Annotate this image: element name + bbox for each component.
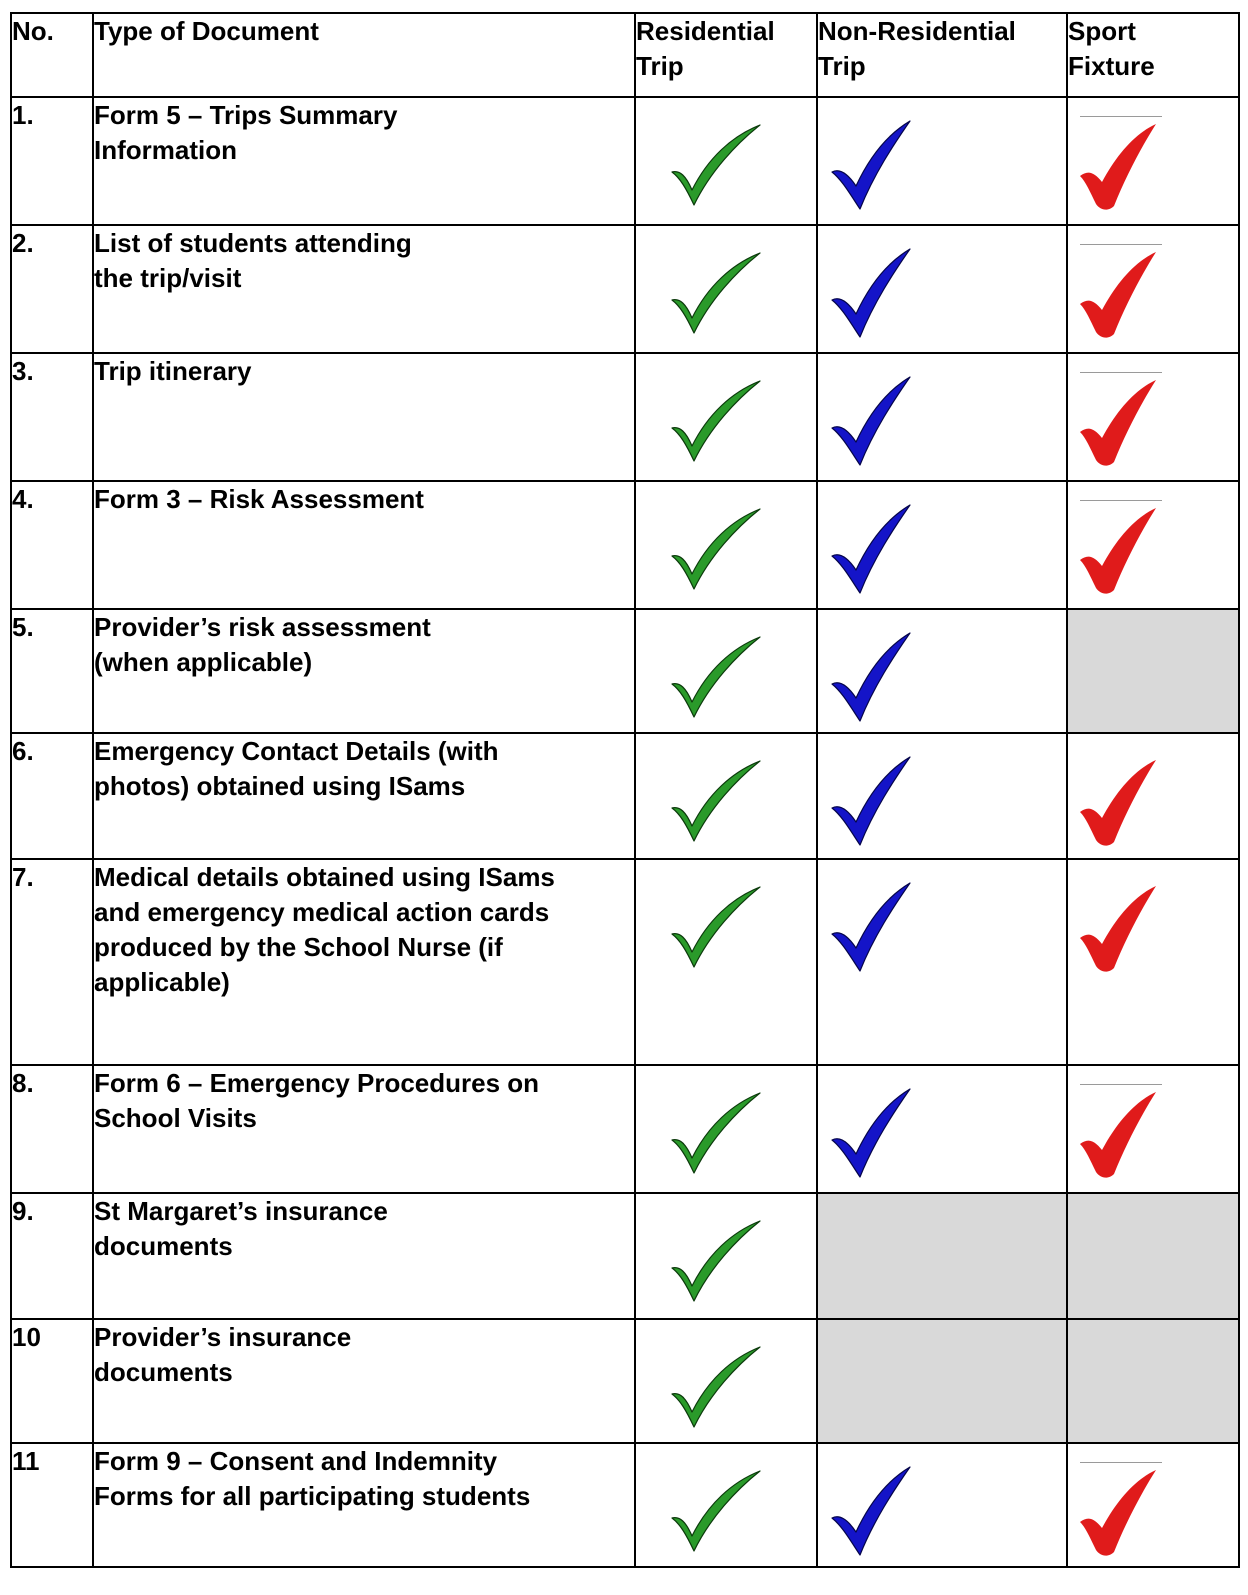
table-row (11, 353, 1239, 481)
document-type-line: documents (94, 1231, 233, 1261)
divider (1080, 500, 1162, 501)
sport-fixture-cell (1067, 353, 1239, 481)
document-type-line: St Margaret’s insurance (94, 1196, 388, 1226)
red-check-icon (1078, 1088, 1160, 1178)
green-check-icon (670, 1470, 762, 1552)
table-row (11, 225, 1239, 353)
red-check-icon (1078, 120, 1160, 210)
green-check-icon (670, 252, 762, 334)
document-type-line: Trip itinerary (94, 356, 252, 386)
non-residential-trip-cell (817, 1443, 1067, 1567)
row-number: 1. (11, 97, 93, 225)
sport-fixture-cell (1067, 859, 1239, 1065)
document-type (93, 225, 635, 353)
non-residential-trip-cell (817, 1193, 1067, 1319)
sport-fixture-cell (1067, 1193, 1239, 1319)
table-row (11, 1193, 1239, 1319)
blue-check-icon (830, 632, 912, 722)
divider (1080, 1462, 1162, 1463)
row-number: 6. (11, 733, 93, 859)
row-number: 10 (11, 1319, 93, 1443)
blue-check-icon (830, 248, 912, 338)
non-residential-trip-cell (817, 1065, 1067, 1193)
residential-trip-cell (635, 1065, 817, 1193)
document-type-line: Provider’s risk assessment (94, 612, 431, 642)
document-type-line: Emergency Contact Details (with (94, 736, 499, 766)
non-residential-trip-cell (817, 1319, 1067, 1443)
document-type-line: School Visits (94, 1103, 257, 1133)
document-type-line: and emergency medical action cards (94, 897, 550, 927)
sport-fixture-cell (1067, 1443, 1239, 1567)
document-type-line: Form 3 – Risk Assessment (94, 484, 424, 514)
red-check-icon (1078, 882, 1160, 972)
sport-fixture-cell (1067, 225, 1239, 353)
green-check-icon (670, 1346, 762, 1428)
blue-check-icon (830, 504, 912, 594)
residential-trip-cell (635, 1443, 817, 1567)
green-check-icon (670, 886, 762, 968)
row-number: 8. (11, 1065, 93, 1193)
table-body (11, 97, 1239, 1567)
row-number: 4. (11, 481, 93, 609)
residential-trip-cell (635, 353, 817, 481)
non-residential-trip-cell (817, 97, 1067, 225)
green-check-icon (670, 508, 762, 590)
table-row (11, 1065, 1239, 1193)
red-check-icon (1078, 1466, 1160, 1556)
non-residential-trip-cell (817, 481, 1067, 609)
row-number: 11 (11, 1443, 93, 1567)
blue-check-icon (830, 1088, 912, 1178)
sport-fixture-cell (1067, 1065, 1239, 1193)
sport-fixture-cell (1067, 733, 1239, 859)
row-number: 5. (11, 609, 93, 733)
document-type-line: (when applicable) (94, 647, 313, 677)
green-check-icon (670, 760, 762, 842)
document-type-line: Form 6 – Emergency Procedures on (94, 1068, 540, 1098)
sport-fixture-cell (1067, 481, 1239, 609)
document-type (93, 609, 635, 733)
table-row (11, 97, 1239, 225)
green-check-icon (670, 1092, 762, 1174)
document-type-line: List of students attending (94, 228, 412, 258)
document-type-line: Forms for all participating students (94, 1481, 531, 1511)
green-check-icon (670, 636, 762, 718)
green-check-icon (670, 124, 762, 206)
document-type-line: Form 5 – Trips Summary (94, 100, 398, 130)
divider (1080, 372, 1162, 373)
non-residential-trip-cell (817, 353, 1067, 481)
non-residential-trip-cell (817, 859, 1067, 1065)
green-check-icon (670, 380, 762, 462)
document-type-line: the trip/visit (94, 263, 242, 293)
table-row (11, 733, 1239, 859)
residential-trip-cell (635, 225, 817, 353)
residential-trip-cell (635, 859, 817, 1065)
header-residential-trip: Residential Trip (635, 13, 817, 97)
residential-trip-cell (635, 97, 817, 225)
document-type (93, 1443, 635, 1567)
residential-trip-cell (635, 1319, 817, 1443)
header-sport-fixture: Sport Fixture (1067, 13, 1239, 97)
row-number: 7. (11, 859, 93, 1065)
document-type (93, 859, 635, 1065)
document-type-line: applicable) (94, 967, 230, 997)
residential-trip-cell (635, 1193, 817, 1319)
table-row (11, 1443, 1239, 1567)
red-check-icon (1078, 504, 1160, 594)
document-type-line: Information (94, 135, 237, 165)
residential-trip-cell (635, 481, 817, 609)
document-type-line: photos) obtained using ISams (94, 771, 466, 801)
document-type-line: Medical details obtained using ISams (94, 862, 555, 892)
row-number: 3. (11, 353, 93, 481)
row-number: 9. (11, 1193, 93, 1319)
red-check-icon (1078, 248, 1160, 338)
header-row (11, 13, 1239, 97)
document-type-line: documents (94, 1357, 233, 1387)
header-type-of-document: Type of Document (93, 13, 635, 97)
blue-check-icon (830, 756, 912, 846)
blue-check-icon (830, 376, 912, 466)
document-type-line: produced by the School Nurse (if (94, 932, 503, 962)
document-type (93, 733, 635, 859)
document-type (93, 1319, 635, 1443)
blue-check-icon (830, 1466, 912, 1556)
red-check-icon (1078, 756, 1160, 846)
document-type (93, 97, 635, 225)
blue-check-icon (830, 882, 912, 972)
red-check-icon (1078, 376, 1160, 466)
table-row (11, 609, 1239, 733)
sport-fixture-cell (1067, 97, 1239, 225)
document-type (93, 353, 635, 481)
table-row (11, 859, 1239, 1065)
non-residential-trip-cell (817, 225, 1067, 353)
blue-check-icon (830, 120, 912, 210)
residential-trip-cell (635, 733, 817, 859)
green-check-icon (670, 1220, 762, 1302)
header-non-residential-trip: Non-Residential Trip (817, 13, 1067, 97)
document-type (93, 1065, 635, 1193)
header-no: No. (11, 13, 93, 97)
table-row (11, 1319, 1239, 1443)
sport-fixture-cell (1067, 1319, 1239, 1443)
non-residential-trip-cell (817, 609, 1067, 733)
non-residential-trip-cell (817, 733, 1067, 859)
residential-trip-cell (635, 609, 817, 733)
documents-table (10, 12, 1240, 1568)
document-type-line: Form 9 – Consent and Indemnity (94, 1446, 498, 1476)
document-type (93, 1193, 635, 1319)
sport-fixture-cell (1067, 609, 1239, 733)
divider (1080, 1084, 1162, 1085)
document-type (93, 481, 635, 609)
divider (1080, 116, 1162, 117)
document-type-line: Provider’s insurance (94, 1322, 352, 1352)
row-number: 2. (11, 225, 93, 353)
table-row (11, 481, 1239, 609)
divider (1080, 244, 1162, 245)
